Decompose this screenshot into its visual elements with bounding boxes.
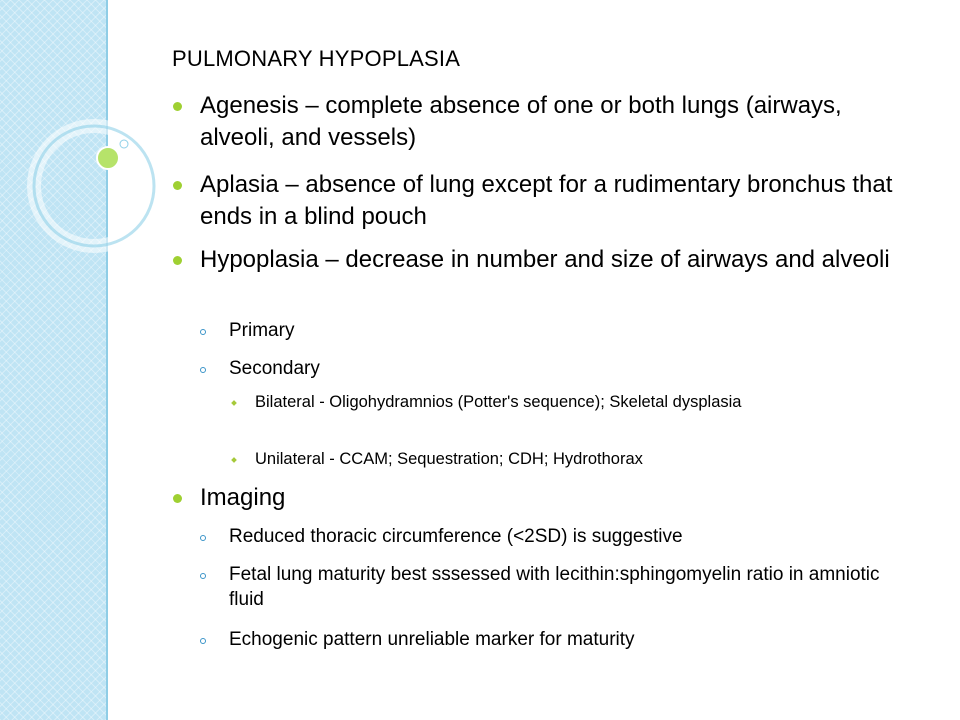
- subbullet-thoracic-circumference: Reduced thoracic circumference (<2SD) is suggestive: [229, 526, 683, 547]
- bullet-ring-icon: [200, 573, 206, 579]
- bullet-ring-icon: [200, 638, 206, 644]
- bullet-ring-icon: [200, 535, 206, 541]
- bullet-aplasia: Aplasia – absence of lung except for a rudimentary bronchus that ends in a blind pouch: [200, 171, 893, 230]
- subsubbullet-bilateral: Bilateral - Oligohydramnios (Potter's sequence); Skeletal dysplasia: [255, 393, 742, 411]
- bullet-imaging: Imaging: [200, 484, 286, 511]
- slide-title: PULMONARY HYPOPLASIA: [172, 46, 461, 71]
- bullet-ring-icon: [200, 329, 206, 335]
- bullet-dot-icon: [173, 256, 182, 265]
- bullet-diamond-icon: [231, 400, 237, 406]
- bullet-dot-icon: [173, 181, 182, 190]
- bullet-hypoplasia: Hypoplasia – decrease in number and size of airways and alveoli: [200, 246, 890, 273]
- subbullet-lung-maturity: Fetal lung maturity best sssessed with lecithin:sphingomyelin ratio in amniotic fluid: [229, 564, 880, 610]
- subbullet-primary: Primary: [229, 320, 295, 341]
- subbullet-secondary: Secondary: [229, 358, 320, 379]
- bullet-agenesis: Agenesis – complete absence of one or both lungs (airways, alveoli, and vessels): [200, 92, 842, 151]
- subsubbullet-unilateral: Unilateral - CCAM; Sequestration; CDH; Hydrothorax: [255, 450, 643, 468]
- bullet-dot-icon: [173, 102, 182, 111]
- bullet-ring-icon: [200, 367, 206, 373]
- subbullet-echogenic-pattern: Echogenic pattern unreliable marker for maturity: [229, 629, 635, 650]
- bullet-dot-icon: [173, 494, 182, 503]
- bullet-diamond-icon: [231, 457, 237, 463]
